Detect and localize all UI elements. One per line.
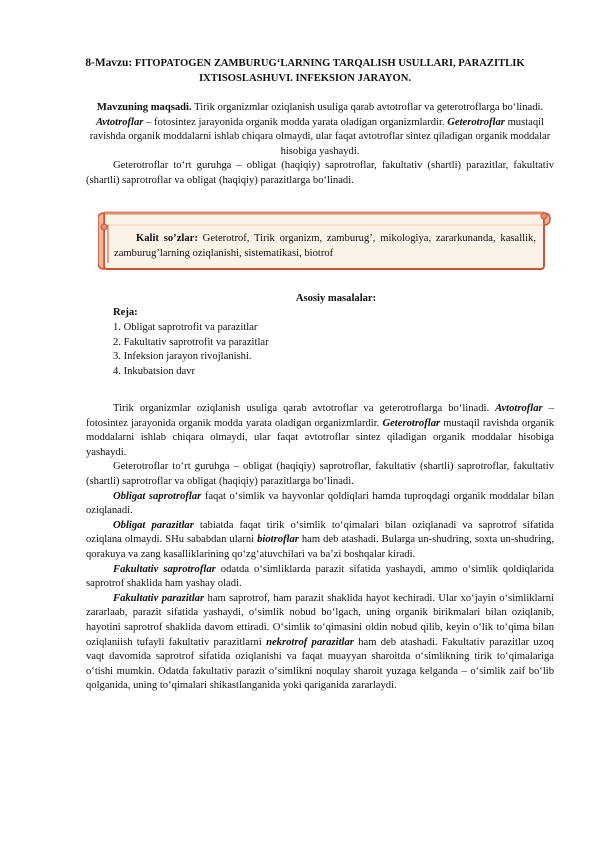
body-paragraph-5 <box>86 563 554 592</box>
tasks-heading: Asosiy masalalar: <box>295 293 377 304</box>
body-paragraph-6 <box>86 592 554 694</box>
body-paragraph-4 <box>86 519 554 563</box>
term-nekrotrof-parazitlar: nekrotrof parazitlar <box>266 636 354 648</box>
plan-label: Reja: <box>113 307 138 318</box>
plan-item: 2. Fakultativ saprotrofit va parazitlar <box>113 336 269 348</box>
intro-paragraph-2: Geterotroflar to‘rt guruhga – obligat (haqiqiy) saprotroflar, fakultativ (shartli) parazitlar, fakultativ (shartli) saprotroflar va obligat (haqiqiy) parazitlarga bo‘linadi. <box>86 160 554 186</box>
keywords-scroll-banner <box>98 209 552 271</box>
plan-list <box>113 306 413 380</box>
term-avtotroflar: Avtotroflar <box>95 116 144 128</box>
purpose-paragraph <box>86 101 554 159</box>
term-fakultativ-parazitlar: Fakultativ parazitlar <box>113 592 205 604</box>
plan-item: 4. Inkubatsion davr <box>113 366 196 378</box>
purpose-label: Mavzuning maqsadi. <box>96 102 192 113</box>
topic-title: FITOPATOGEN ZAMBURUG‘LARNING TARQALISH USULLARI, PARAZITLIK IXTISOSLASHUVI. INFEKSION JARAYON. <box>134 58 525 84</box>
term-geterotroflar: Geterotroflar <box>447 116 505 128</box>
plan-item: 3. Infeksion jarayon rivojlanishi. <box>113 351 252 363</box>
term-biotroflar: biotroflar <box>257 534 299 546</box>
body-text: odatda o‘simliklarda parazit sifatida yashaydi, ammo o‘simlik qoldiqlarida saprotrof shaklida ham yashay oladi. <box>86 563 554 590</box>
avtotroflar-definition: – fotosintez jarayonida organik modda yarata oladigan organizmlardir. <box>146 116 445 128</box>
body-text: ham deb atashadi. Bularga un-shudring, soxta un-shudring, qorakuya va zang kasalliklarining qo‘zg‘atuvchilari va ba’zi boshqalar kiradi. <box>86 534 555 560</box>
body-paragraph-1 <box>86 402 554 460</box>
plan-item: 1. Obligat saprotrofit va parazitlar <box>113 321 258 333</box>
keywords-paragraph <box>114 232 536 261</box>
body-text: faqat o‘simlik va hayvonlar qoldiqlari hamda tuproqdagi organik moddalar bilan oziqlanadi. <box>86 490 554 517</box>
term-obligat-saprotroflar: Obligat saprotroflar <box>113 490 202 502</box>
body-text: – fotosintez jarayonida organik modda yarata oladigan organizmlardir. <box>86 403 554 429</box>
body-paragraph-2: Geterotroflar to‘rt guruhga – obligat (haqiqiy) saprotroflar, fakultativ (shartli) saprotroflar, fakultativ (shartli) saprotroflar va obligat (haqiqiy) parazitlarga bo‘linadi. <box>86 461 554 487</box>
term-fakultativ-saprotroflar: Fakultativ saprotroflar <box>113 563 216 575</box>
intro-section <box>86 101 554 189</box>
topic-number: 8-Mavzu: <box>85 57 133 69</box>
geterotroflar-definition: mustaqil ravishda organik moddalarni ishlab chiqara olmaydi, ular faqat avtotroflar sintez qiladigan organik moddalar hisobiga yashaydi. <box>89 116 551 157</box>
keywords-label: Kalit so’zlar: <box>136 233 198 244</box>
keywords-text: Geterotrof, Tirik organizm, zamburug’, mikologiya, zararkunanda, kasallik, zamburug’larning oziqlanishi, sistematikasi, biotrof <box>114 233 536 259</box>
body-text: tabiatda faqat tirik o‘simlik to‘qimalari bilan oziqlanadi va saprotrof sifatida oziqlana olmaydi. SHu sababdan ularni <box>86 519 554 546</box>
body-text: mustaqil ravishda organik moddalarni ishlab chiqara olmaydi, ular faqat avtotroflar sintez qiladigan organik moddalar hisobiga yashaydi. <box>86 417 555 458</box>
term-avtotroflar: Avtotroflar <box>495 403 543 414</box>
term-obligat-parazitlar: Obligat parazitlar <box>113 519 194 531</box>
term-geterotroflar: Geterotroflar <box>382 417 441 429</box>
body-paragraph-3 <box>86 490 554 519</box>
body-text: ham deb atashadi. Fakultativ parazitlar uzoq vaqt davomida saprotrof sifatida oziqlanishi va faqat muayyan sharoitda o‘simlikning tirik to‘qimalariga o‘tishi mumkin. Odatda fakultativ parazit o‘simlikni noqulay sharoit yuzaga kelganda – o‘simlik zaif bo‘lib qolganida, uning to‘qimalari shikastlanganida yoki qariganida zararlaydi. <box>86 636 554 692</box>
body-text: ham saprotrof, ham parazit shaklida hayot kechiradi. Ular xo‘jayin o‘simliklarni zararlaab, parazit sifatida yashaydi, o‘simlik nobud bo‘lgach, uning organik birikmalari bilan oziqlanib, hayotini saprotrof shaklida davom ettiradi. O‘simlik to‘qimasini oldin nobud qilib, keyin o‘lik to‘qima bilan oziqlaniish tufayli fakultativ parazitlarni <box>86 592 555 648</box>
purpose-text: Tirik organizmlar oziqlanish usuliga qarab avtotroflar va geterotroflarga bo‘linadi. <box>194 102 544 113</box>
page-title <box>70 56 540 86</box>
body-text: Tirik organizmlar oziqlanish usuliga qarab avtotroflar va geterotroflarga bo‘linadi. <box>113 403 490 414</box>
main-text <box>86 402 554 694</box>
